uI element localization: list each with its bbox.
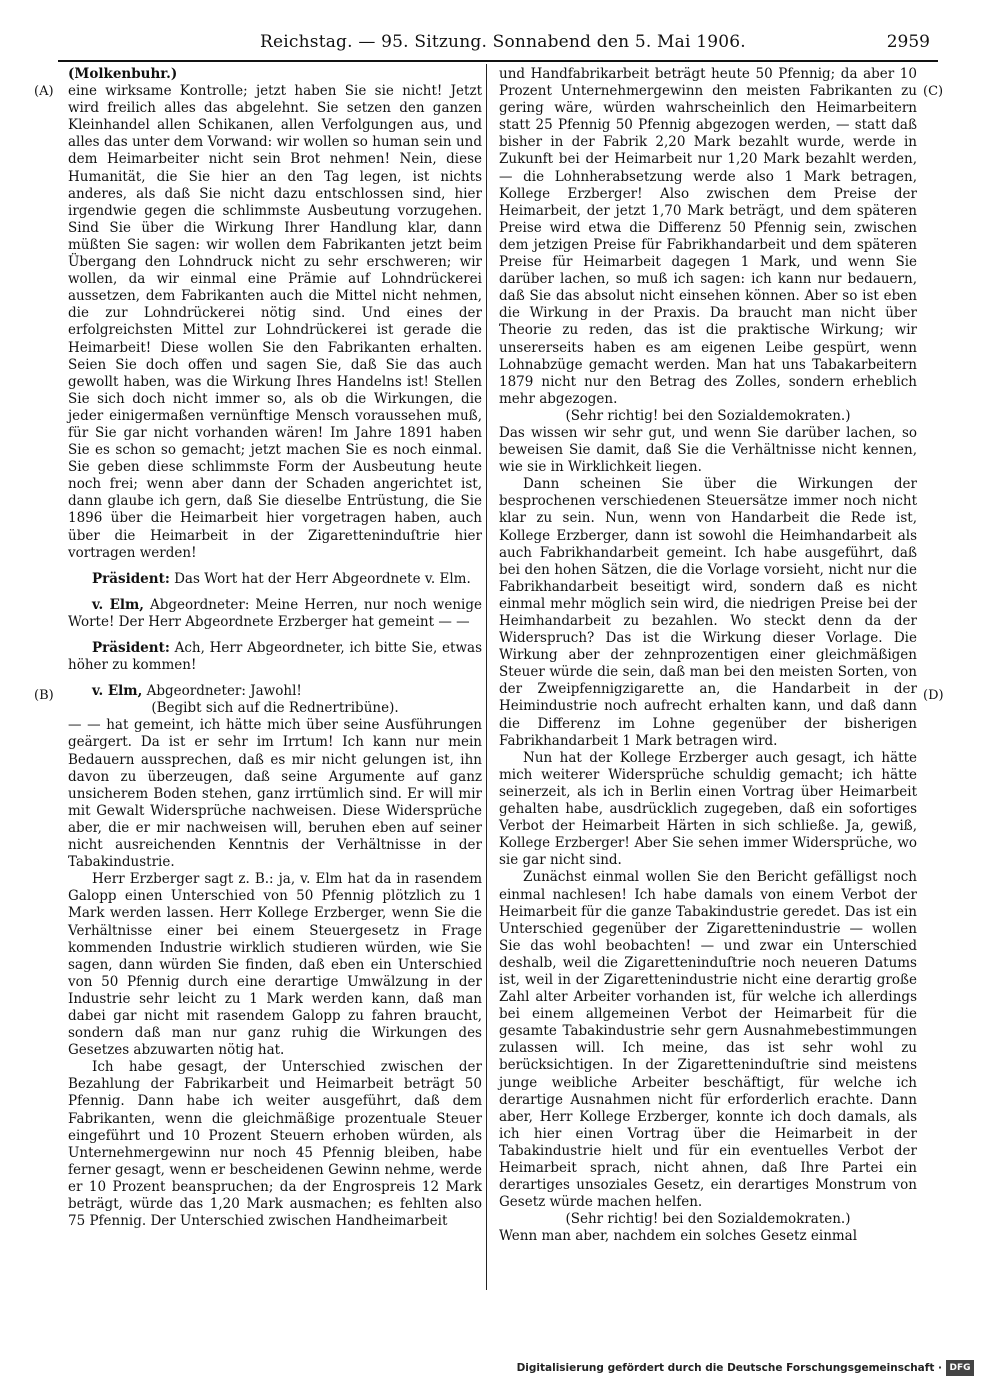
column-divider: [486, 64, 487, 1290]
paragraph: Herr Erzberger sagt z. B.: ja, v. Elm hat da in rasendem Galopp einen Unterschied von 50 Pfennig plötzlich zu 1 Mark werden lassen. Herr Kollege Erzberger, wenn Sie die Verhältnisse einer bei einem Steuergesetz in Frage kommenden Industrie wirklich studieren würden, wie Sie sagen, dann würden Sie finden, daß eben ein Unterschied von 50 Pfennig durch eine derartige Umwälzung in der Industrie sehr leicht zu 1 Mark werden kann, daß man dabei gar nicht mit rasendem Galopp zu fahren braucht, sondern daß man nur ganz ruhig die Wirkungen des Gesetzes abzuwarten nötig hat.: [68, 871, 482, 1059]
right-column: [499, 66, 917, 1245]
speech-text: Ach, Herr Abgeordneter, ich bitte Sie, etwas höher zu kommen!: [68, 640, 482, 674]
paragraph: Ich habe gesagt, der Unterschied zwischen der Bezahlung der Fabrikarbeit und Heimarbeit beträgt 50 Pfennig. Dann habe ich weiter ausgeführt, daß dem Fabrikanten, wenn die gleichmäßige prozentuale Steuer eingeführt und 10 Prozent Steuern erhoben würden, als Unternehmergewinn nur noch 45 Pfennig bleiben, habe ferner gesagt, wenn er bescheidenen Gewinn nehme, werde er 10 Prozent beanspruchen; da der Engrospreis 12 Mark beträgt, würde das 1,20 Mark ausmachen; es fehlten also 75 Pfennig. Der Unterschied zwischen Handheimarbeit: [68, 1059, 482, 1230]
speaker-name: Präsident:: [92, 640, 170, 656]
speech-president: [68, 571, 482, 588]
footer: [0, 1362, 1000, 1378]
paragraph: und Handfabrikarbeit beträgt heute 50 Pfennig; da aber 10 Prozent Unternehmergewinn den meisten Fabrikanten zu gering wäre, würden wahrscheinlich den Heimarbeitern statt 25 Pfennig 50 Pfennig abgezogen werden, — statt daß bisher in der Fabrik 2,20 Mark bezahlt wurde, werde in Zukunft bei der Heimarbeit nur 1,20 Mark bezahlt werden, — die Lohnherabsetzung werde also 1 Mark betragen, Kollege Erzberger! Also zwischen dem Preise der Heimarbeit, der jetzt 1,70 Mark beträgt, und dem späteren Preise wird etwa die Differenz 50 Pfennig sein, zwischen dem jetzigen Preise für Fabrikhandarbeit und dem späteren Preise für Heimarbeit dagegen 1 Mark, und wenn Sie darüber lachen, so muß ich sagen: ich kann nur bedauern, daß Sie das absolut nicht einsehen können. Aber so ist eben die Wirkung in der Praxis. Da braucht man nicht über Theorie zu reden, das ist die praktische Wirkung; wir unsererseits haben es am eigenen Leibe gespürt, wenn Lohnabzüge gemacht werden. Man hat uns Tabakarbeitern 1879 nicht nur den Betrag des Zolles, sondern erheblich mehr abgezogen.: [499, 66, 917, 407]
speech-elm: [68, 597, 482, 631]
paragraph: eine wirksame Kontrolle; jetzt haben Sie sie nicht! Jetzt wird freilich alles das abgelehnt. Sie setzen den ganzen Kleinhandel allen Schikanen, allen Verfolgungen aus, und alles das unter dem Vorwand: wir wollen so human sein und dem Heimarbeiter nicht sein Brot nehmen! Nein, diese Humanität, die Sie hier an den Tag legen, ist nichts anderes, als daß Sie nicht dazu entschlossen sind, hier irgendwie gegen die schlimmste Ausbeutung vorzugehen. Sind Sie über die Wirkung Ihrer Handlung klar, dann müßten Sie sagen: wir wollen dem Fabrikanten jetzt beim Übergang den Lohndruck nicht zu sehr erschweren; wir wollen, da wir einmal eine Prämie auf Lohndrückerei aussetzen, dem Fabrikanten auch die Mittel nicht nehmen, die zur Lohndrückerei nötig sind. Und eines der erfolgreichsten Mittel zur Lohndrückerei ist gerade die Heimarbeit! Diese wollen Sie den Fabrikanten erhalten. Seien Sie doch offen und sagen Sie, daß Sie das auch gewollt haben, was die Wirkung Ihres Handelns ist! Stellen Sie sich doch nicht immer so, als ob die Wirkungen, die jeder einigermaßen vernünftige Mensch voraussehen muß, für Sie gar nicht vorhanden wären! Im Jahre 1891 haben Sie es schon so gemacht; jetzt machen Sie es noch einmal. Sie geben diese schlimmste Form der Ausbeutung heute noch frei; wenn aber dann der Schaden angerichtet ist, dann glaube ich gern, daß Sie dieselbe Entrüstung, die Sie 1896 über die Heimarbeit hier vorgetragen haben, auch über die Heimarbeit in der Zigaretteninduſtrie hier vortragen werden!: [68, 83, 482, 561]
paragraph: Wenn man aber, nachdem ein solches Gesetz einmal: [499, 1228, 858, 1245]
paragraph: Zunächst einmal wollen Sie den Bericht gefälligst noch einmal nachlesen! Ich habe damals von einem Verbot der Heimarbeit für die ganze Tabakindustrie geredet. Das ist ein Unterschied gegenüber der Zigarettenindustrie — wollen Sie das wohl beobachten! — und zwar ein Unterschied deshalb, weil die Zigaretteninduſtrie noch neueren Datums ist, weil in der Zigarettenindustrie nicht eine derartig große Zahl alter Arbeiter vorhanden ist, für welche ich allerdings bei einem allgemeinen Verbot der Heimarbeit für die gesamte Tabakindustrie sehr gern Ausnahmebestimmungen zulassen will. Ich meine, das ist sehr wohl zu berücksichtigen. In der Zigaretteninduſtrie sind meistens junge weibliche Arbeiter beschäftigt, für welche ich derartige Ausnahmen nicht für erforderlich erachte. Dann aber, Herr Kollege Erzberger, konnte ich doch damals, als ich hier einen Vortrag über die Heimarbeit in der Tabakindustrie hielt und für ein eventuelles Verbot der Heimarbeit sprach, nicht ahnen, daß Ihre Partei ein derartiges unsoziales Gesetz, ein derartiges Monstrum von Gesetz würde machen helfen.: [499, 869, 917, 1211]
paragraph: Nun hat der Kollege Erzberger auch gesagt, ich hätte mich weiterer Widersprüche schuldig gemacht; ich hätte seinerzeit, als ich in Berlin einen Vortrag über Heimarbeit gehalten habe, ausdrücklich zugegeben, daß ein sofortiges Verbot der Heimarbeit Härten in sich schließe. Ja, gewiß, Kollege Erzberger! Aber Sie sehen immer Widersprüche, wo sie gar nicht sind.: [499, 749, 917, 869]
interjection: (Sehr richtig! bei den Sozialdemokraten.): [565, 407, 851, 424]
paragraph: Dann scheinen Sie über die Wirkungen der besprochenen verschiedenen Steuersätze immer noch nicht klar zu sein. Nun, wenn von Handarbeit die Rede ist, Kollege Erzberger, dann ist sowohl die Heimhandarbeit als auch Fabrikhandarbeit gemeint. Ich habe ausgeführt, daß bei den hohen Sätzen, die die Vorlage vorsieht, nicht nur die Fabrikhandarbeit beseitigt wird, sondern daß es nicht einmal mehr möglich sein wird, die niedrigen Preise bei der Heimhandarbeit zu bezahlen. Wo steckt denn da der Widerspruch? Das ist die Wirkung dieser Vorlage. Die Wirkung aber der zehnprozentigen einer gleichmäßigen Steuer würde die sein, daß man bei den meisten Sorten, von der Zweipfennigzigarette an, die Handarbeit in der Heimindustrie noch aufrecht erhalten kann, und daß dann die Differenz im Lohne gegenüber der bisherigen Fabrikhandarbeit 1 Mark betragen wird.: [499, 476, 917, 749]
running-title: Reichstag. — 95. Sitzung. Sonnabend den 5. Mai 1906.: [260, 32, 746, 52]
funding-note: Digitalisierung gefördert durch die Deutsche Forschungsgemeinschaft ·: [516, 1362, 942, 1374]
margin-mark-c: (C): [923, 84, 944, 99]
dfg-logo-icon: DFG: [946, 1360, 974, 1376]
speaker-name: v. Elm,: [92, 683, 143, 700]
header-rule: [58, 60, 938, 62]
page-number: 2959: [886, 32, 930, 52]
margin-mark-a: (A): [34, 84, 54, 99]
margin-mark-d: (D): [923, 688, 944, 703]
stage-direction: (Begibt sich auf die Rednertribüne).: [151, 700, 399, 717]
speaker-label: (Molkenbuhr.): [68, 66, 178, 82]
speech-text: Abgeordneter: Meine Herren, nur noch wenige Worte! Der Herr Abgeordnete Erzberger hat gemeint — —: [68, 596, 482, 630]
speech-president: [68, 640, 482, 674]
speech-text: Abgeordneter: Jawohl!: [142, 683, 302, 700]
speech-elm: [68, 683, 482, 700]
margin-mark-b: (B): [34, 688, 54, 703]
speaker-name: Präsident:: [92, 570, 170, 587]
interjection: (Sehr richtig! bei den Sozialdemokraten.): [565, 1211, 851, 1228]
paragraph: Das wissen wir sehr gut, und wenn Sie darüber lachen, so beweisen Sie damit, daß Sie die Verhältnisse nicht kennen, wie sie in Wirklichkeit liegen.: [499, 424, 917, 476]
page-header: [0, 32, 1000, 56]
left-column: [68, 66, 482, 1230]
paragraph: — — hat gemeint, ich hätte mich über seine Ausführungen geärgert. Da ist er sehr im Irrtum! Ich kann nur mein Bedauern aussprechen, daß es mir nicht gelungen ist, ihn davon zu überzeugen, daß seine Argumente auf ganz unsicherem Boden stehen, ganz irrtümlich sind. Er will mir mit Gewalt Widersprüche nachweisen. Diese Widersprüche aber, die er mir nachweisen will, beruhen eben auf seiner nicht ausreichenden Kenntnis der Verhältnisse in der Tabakindustrie.: [68, 717, 482, 871]
speech-text: Das Wort hat der Herr Abgeordnete v. Elm.: [169, 570, 471, 587]
speaker-name: v. Elm,: [92, 596, 145, 613]
